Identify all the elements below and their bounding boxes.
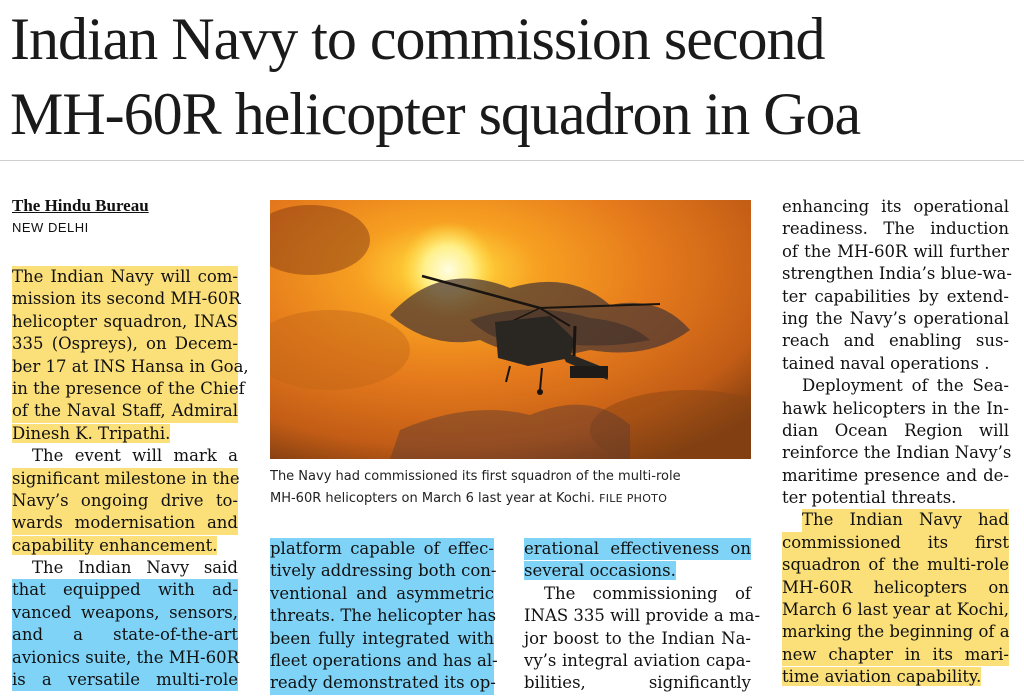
text-line: vanced weapons, sensors, [12,602,238,624]
text-line: marking the beginning of a [782,621,1009,643]
text-line: new chapter in its mari- [782,644,1009,666]
dateline: NEW DELHI [12,220,89,235]
helicopter-photo [270,200,751,459]
text-line: helicopter squadron, INAS [12,311,238,333]
text-line: ter potential threats. [782,488,957,508]
text-line: several occasions. [524,561,676,581]
text-line: bilities, significantly [524,673,751,693]
text-line: wards modernisation and [12,512,238,534]
text-line: fleet operations and has al- [270,650,494,672]
text-line: enhancing its operational [782,197,1009,216]
text-line: squadron of the multi-role [782,554,1009,576]
headline-divider [0,160,1024,161]
byline: The Hindu Bureau [12,196,149,215]
caption-line: MH-60R helicopters on March 6 last year at Kochi. FILE PHOTO [270,491,668,506]
photo-caption [270,466,751,510]
article-column-2 [270,538,498,695]
text-line: tained naval operations . [782,353,990,373]
text-line: Navy’s ongoing drive to- [12,490,238,512]
text-line: The event will mark a [32,446,238,466]
text-line: commissioned its first [782,532,1009,554]
text-line: The Indian Navy will com- [12,266,238,288]
headline-line-1: Indian Navy to commission second [10,6,825,72]
text-line: Deployment of the Sea- [802,376,1009,396]
text-line: 335 (Ospreys), on Decem- [12,333,238,355]
article-column-1 [12,266,249,691]
text-line: MH-60R helicopters on [782,577,1009,599]
text-line: and a state-of-the-art [12,624,238,646]
text-line: platform capable of effec- [270,538,494,560]
text-line: that equipped with ad- [12,579,238,601]
text-line: in the presence of the Chief [12,378,238,400]
headline-line-2: MH-60R helicopter squadron in Goa [10,81,861,147]
text-line: tively addressing both con- [270,560,494,582]
text-line: vy’s integral aviation capa- [524,650,751,670]
text-line: mission its second MH-60R [12,288,238,310]
text-line: erational effectiveness on [524,538,751,560]
text-line: The Indian Navy had [802,509,1009,531]
text-line: been fully integrated with [270,628,494,650]
text-line: is a versatile multi-role [12,669,238,691]
text-line: Dinesh K. Tripathi. [12,423,171,443]
text-line: maritime presence and de- [782,465,1009,485]
text-line: ventional and asymmetric [270,583,494,605]
text-line: reinforce the Indian Navy’s [782,443,1012,463]
text-line: ter capabilities by extend- [782,286,1009,306]
text-line: The commissioning of [544,583,751,603]
text-line: ready demonstrated its op- [270,672,494,694]
text-line: reach and enabling sus- [782,331,1009,351]
text-line: INAS 335 will provide a ma- [524,606,761,626]
text-line: ber 17 at INS Hansa in Goa, [12,356,238,378]
headline [10,2,1014,152]
text-line: strengthen India’s blue-wa- [782,264,1012,284]
text-line: ing the Navy’s operational [782,308,1009,328]
text-line: of the MH-60R will further [782,241,1009,261]
article-column-4 [782,196,1012,689]
photo-credit: FILE PHOTO [599,492,668,505]
text-line: hawk helicopters in the In- [782,398,1009,418]
text-line: dian Ocean Region will [782,420,1009,440]
text-line: of the Naval Staff, Admiral [12,400,238,422]
text-line: threats. The helicopter has [270,605,494,627]
text-line: March 6 last year at Kochi, [782,599,1009,621]
text-line: The Indian Navy said [32,558,238,578]
text-line: significant milestone in the [12,468,238,490]
text-line: jor boost to the Indian Na- [524,628,751,648]
text-line: time aviation capability. [782,667,982,687]
text-line: capability enhancement. [12,535,218,555]
text-line: avionics suite, the MH-60R [12,647,238,669]
article-column-3 [524,538,761,695]
text-line: readiness. The induction [782,219,1009,239]
caption-line: The Navy had commissioned its first squadron of the multi-role [270,469,681,484]
